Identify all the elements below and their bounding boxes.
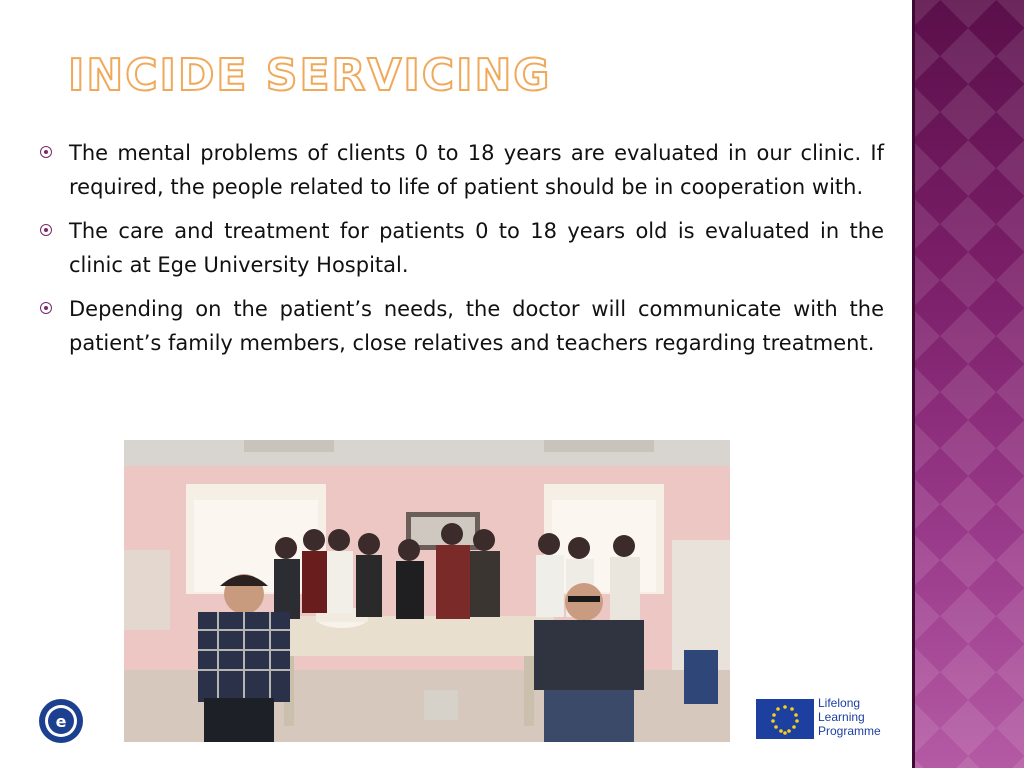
decorative-side-band: [912, 0, 1024, 768]
bullet-list: [40, 136, 884, 370]
llp-text: [818, 696, 881, 738]
llp-line: Programme: [818, 724, 881, 738]
eu-flag-icon: [756, 699, 814, 739]
bullet-text: The care and treatment for patients 0 to 18 years old is evaluated in the clinic at Ege University Hospital.: [69, 219, 884, 277]
side-band-edge: [912, 0, 915, 768]
llp-line: Learning: [818, 710, 865, 724]
llp-line: Lifelong: [818, 696, 861, 710]
bullet-item: [40, 292, 884, 360]
bullet-text: Depending on the patient’s needs, the doctor will communicate with the patient’s family members, close relatives and teachers regarding treatment.: [69, 297, 884, 355]
group-photo: [124, 440, 730, 742]
bullet-icon: [40, 146, 52, 158]
bullet-item: [40, 214, 884, 282]
bullet-text: The mental problems of clients 0 to 18 years are evaluated in our clinic. If required, the people related to life of patient should be in cooperation with.: [69, 141, 884, 199]
bullet-icon: [40, 302, 52, 314]
slide-title: INCIDE SERVICING: [68, 50, 552, 101]
svg-text:e: e: [55, 712, 67, 731]
lifelong-learning-programme-logo: [756, 696, 896, 742]
bullet-icon: [40, 224, 52, 236]
ege-university-logo: [38, 698, 84, 744]
bullet-item: [40, 136, 884, 204]
